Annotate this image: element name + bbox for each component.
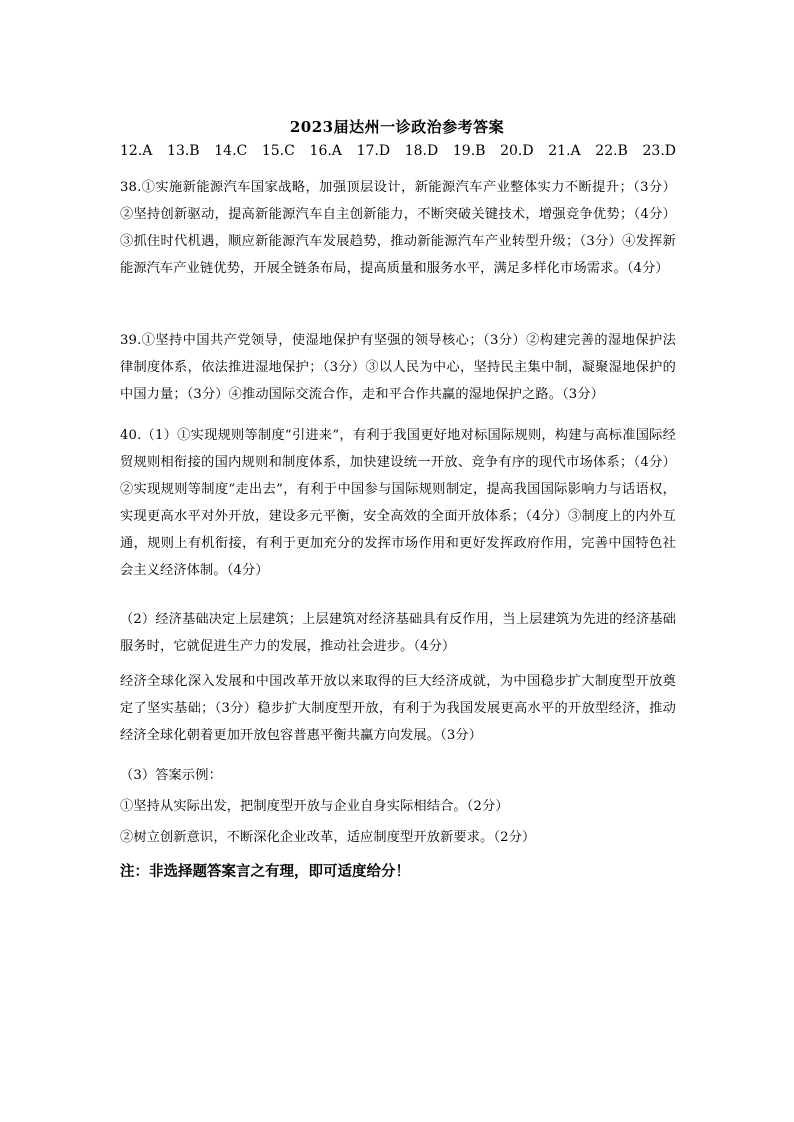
question-40-part-3-item: ②树立创新意识，不断深化企业改革，适应制度型开放新要求。（2分） <box>120 830 536 845</box>
choice-answer: 13.B <box>167 143 200 159</box>
question-38-answer: 38.①实施新能源汽车国家战略，加强顶层设计，新能源汽车产业整体实力不断提升；（3分）②坚持创新驱动，提高新能源汽车自主创新能力，不断突破关键技术，增强竞争优势；（4分）③抓住时代机遇，顺应新能源汽车发展趋势，推动新能源汽车产业转型升级；（3分）④发挥新能源汽车产业链优势，开展全链条布局，提高质量和服务水平，满足多样化市场需求。（4分） <box>120 180 676 276</box>
choice-answer: 21.A <box>548 143 581 159</box>
question-39-answer: 39.①坚持中国共产党领导，使湿地保护有坚强的领导核心；（3分）②构建完善的湿地保护法律制度体系，依法推进湿地保护；（3分）③以人民为中心，坚持民主集中制，凝聚湿地保护的中国力量；（3分）④推动国际交流合作，走和平合作共赢的湿地保护之路。（3分） <box>120 333 676 402</box>
choice-answer: 22.B <box>595 143 628 159</box>
grading-note: 注：非选择题答案言之有理，即可适度给分！ <box>120 863 410 880</box>
choice-answer: 12.A <box>120 143 153 159</box>
choice-answer: 17.D <box>356 143 391 159</box>
choice-answer: 18.D <box>404 143 439 159</box>
question-40-part-3-item: ①坚持从实际出发，把制度型开放与企业自身实际相结合。（2分） <box>120 799 509 814</box>
choice-answer: 20.D <box>500 143 534 159</box>
choice-answer: 14.C <box>214 143 248 159</box>
question-40-part-2-analysis: 经济全球化深入发展和中国改革开放以来取得的巨大经济成就，为中国稳步扩大制度型开放奠定了坚实基础；（3分）稳步扩大制度型开放，有利于为我国发展更高水平的开放型经济，推动经济全球化朝着更加开放包容普惠平衡共赢方向发展。（3分） <box>120 674 676 743</box>
choice-answer: 23.D <box>642 143 676 159</box>
choice-answer: 16.A <box>309 143 342 159</box>
question-40-part-2-answer: （2）经济基础决定上层建筑；上层建筑对经济基础具有反作用，当上层建筑为先进的经济基础服务时，它就促进生产力的发展，推动社会进步。（4分） <box>120 612 676 654</box>
page-title: 2023届达州一诊政治参考答案 <box>289 118 505 136</box>
choice-answers-row <box>120 143 676 159</box>
question-40-part-3-heading: （3）答案示例： <box>120 768 222 783</box>
choice-answer: 19.B <box>452 143 486 159</box>
question-40-part-1-answer: 40.（1）①实现规则等制度“引进来”，有利于我国更好地对标国际规则，构建与高标准国际经贸规则相衔接的国内规则和制度体系，加快建设统一开放、竞争有序的现代市场体系；（4分）②实现规则等制度“走出去”，有利于中国参与国际规则制定，提高我国国际影响力与话语权，实现更高水平对外开放，建设多元平衡，安全高效的全面开放体系；（4分）③制度上的内外互通，规则上有机衔接，有利于更加充分的发挥市场作用和更好发挥政府作用，完善中国特色社会主义经济体制。（4分） <box>120 428 676 578</box>
choice-answer: 15.C <box>261 143 295 159</box>
